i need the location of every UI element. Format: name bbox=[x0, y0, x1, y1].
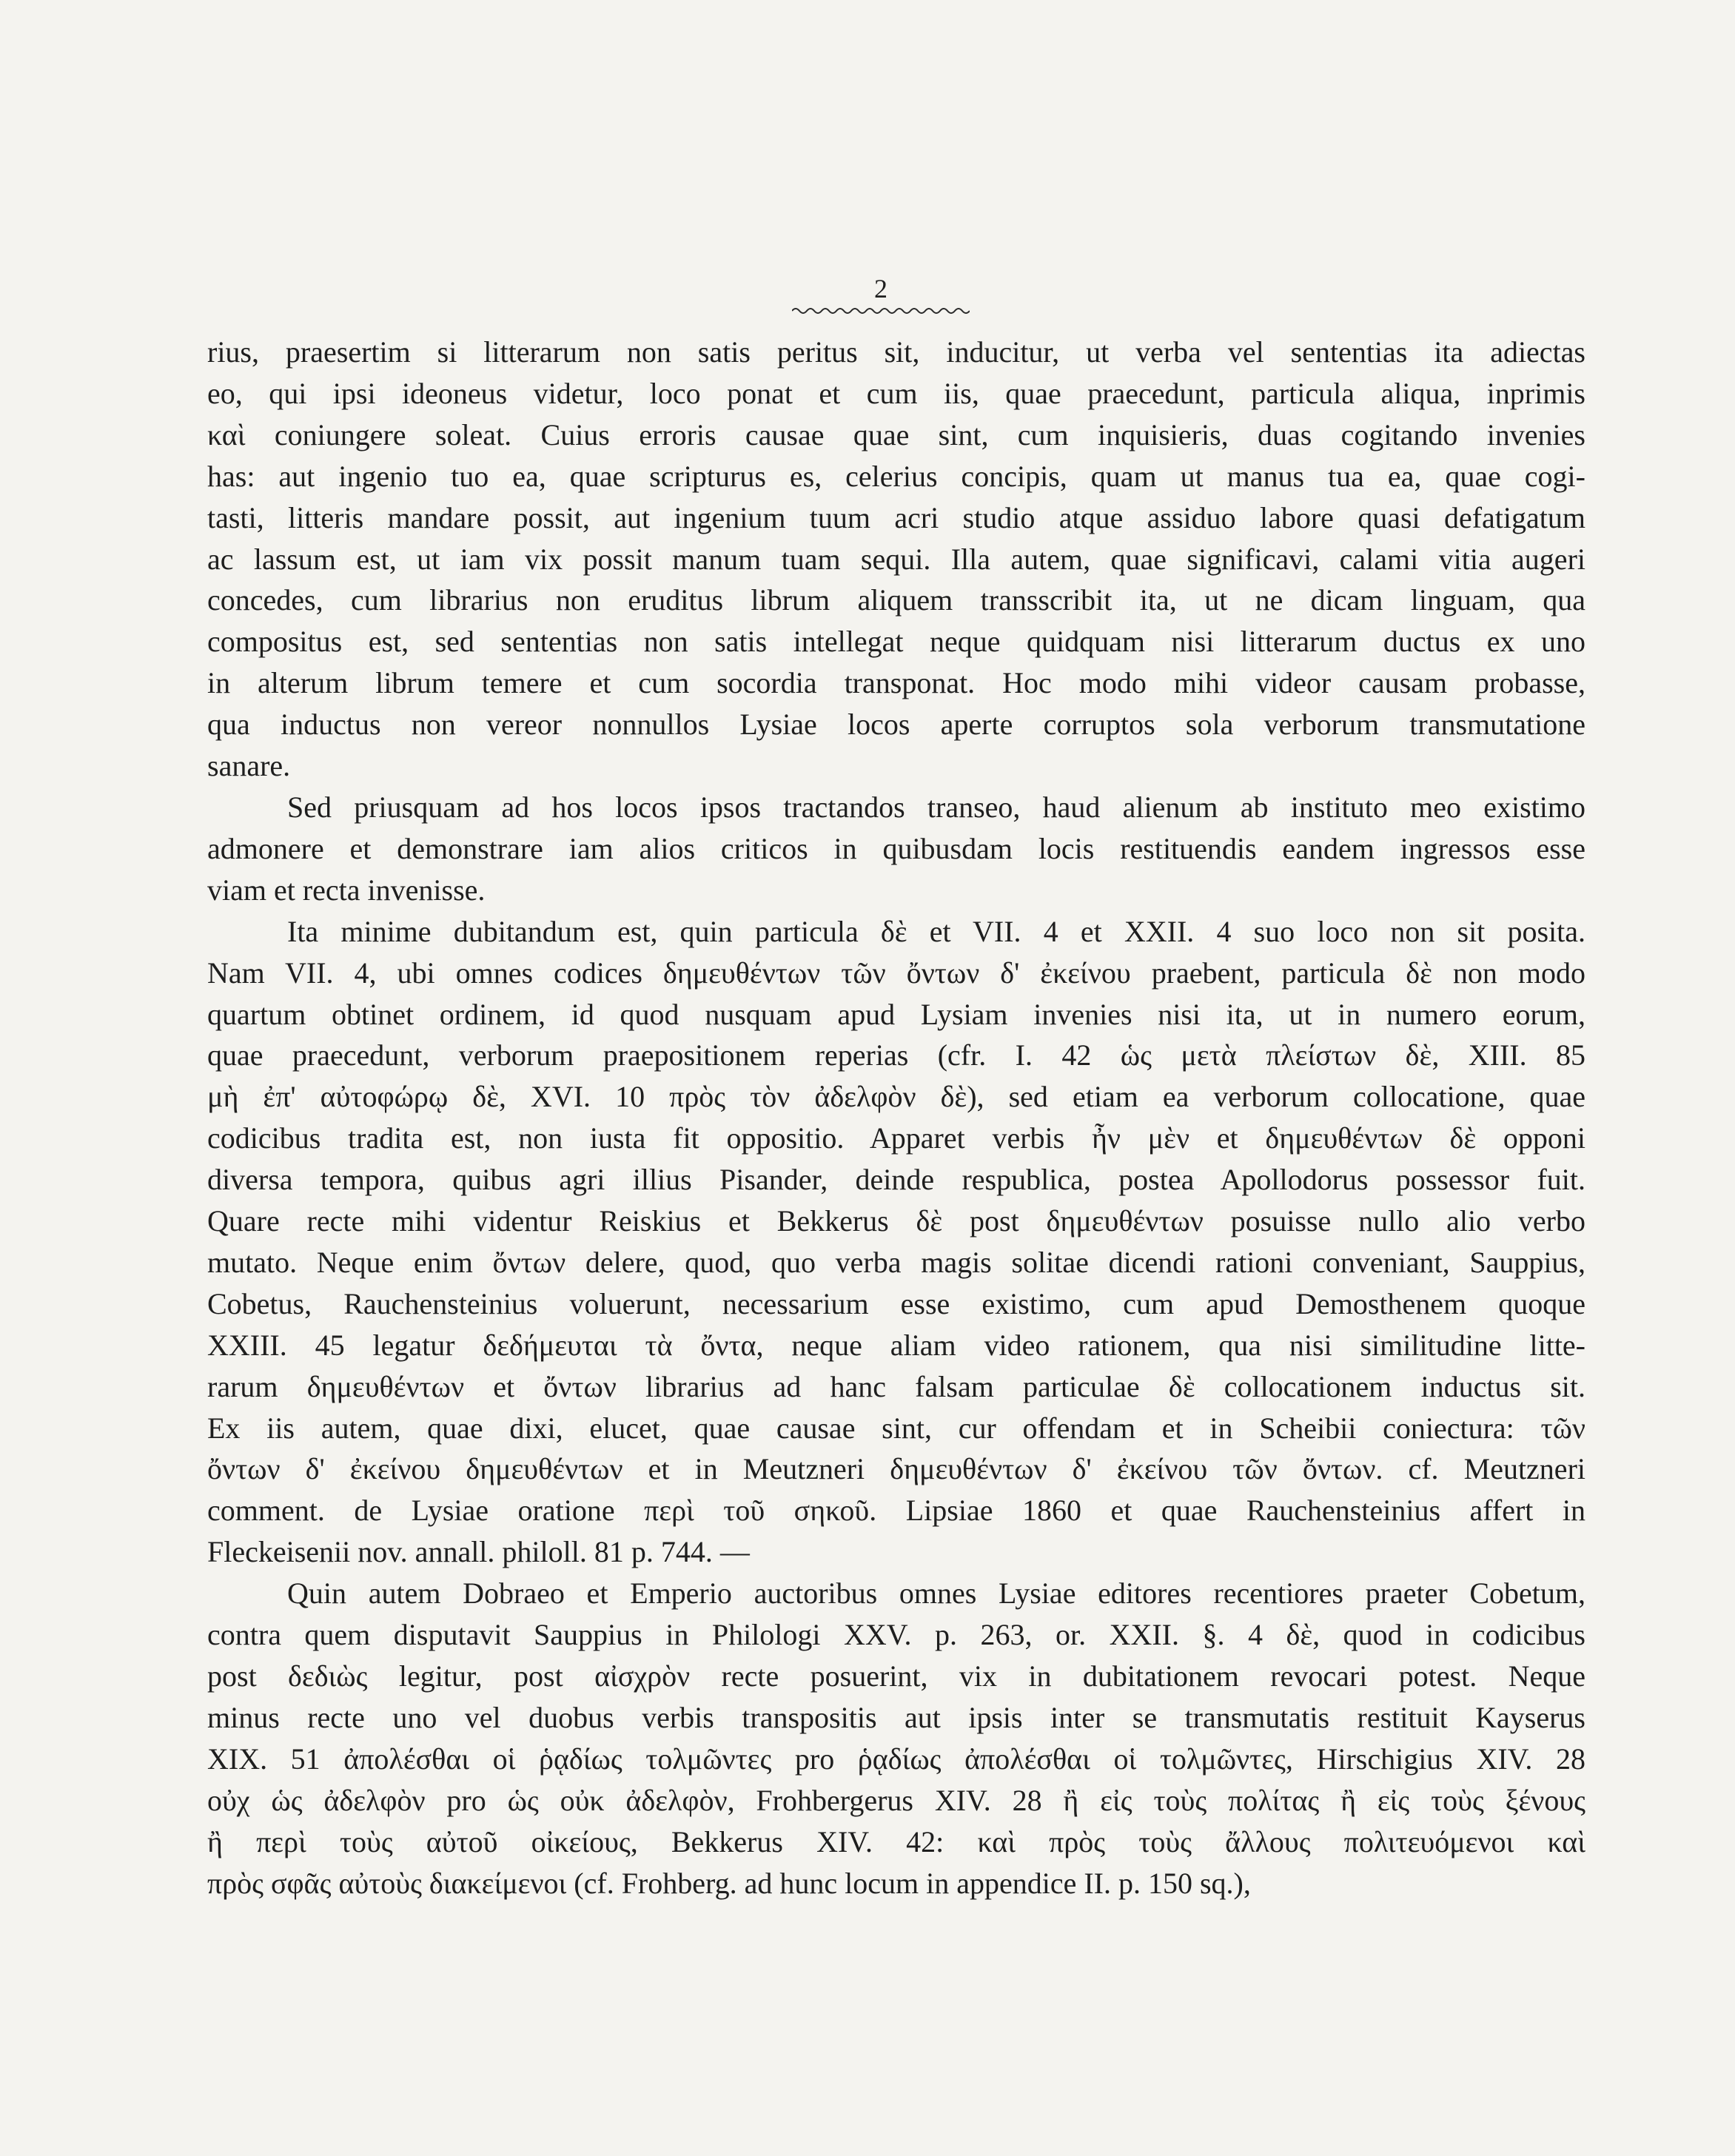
text-line: XXIII. 45 legatur δεδήμευται τὰ ὄντα, neque aliam video rationem, qua nisi similitudine litte- bbox=[207, 1328, 1585, 1362]
text-line: viam et recta invenisse. bbox=[207, 873, 486, 907]
text-line: post δεδιὼς legitur, post αἰσχρὸν recte posuerint, vix in dubitationem revocari potest. Neque bbox=[207, 1659, 1585, 1693]
text-line: quartum obtinet ordinem, id quod nusquam apud Lysiam invenies nisi ita, ut in numero eorum, bbox=[207, 997, 1585, 1031]
text-line: minus recte uno vel duobus verbis transpositis aut ipsis inter se transmutatis restituit Kayserus bbox=[207, 1700, 1585, 1734]
text-line: compositus est, sed sententias non satis intellegat neque quidquam nisi litterarum ductus ex uno bbox=[207, 625, 1585, 659]
text-line: contra quem disputavit Sauppius in Philologi XXV. p. 263, or. XXII. §. 4 δὲ, quod in codicibus bbox=[207, 1618, 1585, 1652]
page-number: 2 bbox=[874, 274, 887, 303]
text-line: καὶ coniungere soleat. Cuius erroris causae quae sint, cum inquisieris, duas cogitando invenies bbox=[207, 417, 1585, 451]
text-line: codicibus tradita est, non iusta fit oppositio. Apparet verbis ἦν μὲν et δημευθέντων δὲ opponi bbox=[207, 1121, 1585, 1155]
text-line: mutato. Neque enim ὄντων delere, quod, quo verba magis solitae dicendi rationi conveniant, Sauppius, bbox=[207, 1245, 1585, 1279]
text-line: ἢ περὶ τοὺς αὐτοῦ οἰκείους, Bekkerus XIV. 42: καὶ πρὸς τοὺς ἄλλους πολιτευόμενοι καὶ bbox=[207, 1824, 1585, 1858]
text-line: Quare recte mihi videntur Reiskius et Bekkerus δὲ post δημευθέντων posuisse nullo alio verbo bbox=[207, 1204, 1585, 1238]
text-line: eo, qui ipsi ideoneus videtur, loco ponat et cum iis, quae praecedunt, particula aliqua, inprimis bbox=[207, 376, 1585, 410]
text-line: diversa tempora, quibus agri illius Pisander, deinde respublica, postea Apollodorus possessor fuit. bbox=[207, 1163, 1585, 1197]
text-line: qua inductus non vereor nonnullos Lysiae locos aperte corruptos sola verborum transmutatione bbox=[207, 708, 1585, 742]
text-line: sanare. bbox=[207, 749, 291, 783]
text-line: quae praecedunt, verborum praepositionem reperias (cfr. I. 42 ὡς μετὰ πλείστων δὲ, XIII. 85 bbox=[207, 1038, 1585, 1072]
body-text bbox=[207, 332, 1585, 1904]
text-line: Ita minime dubitandum est, quin particula δὲ et VII. 4 et XXII. 4 suo loco non sit posita. bbox=[287, 914, 1585, 948]
text-line: ὄντων δ' ἐκείνου δημευθέντων et in Meutzneri δημευθέντων δ' ἐκείνου τῶν ὄντων. cf. Meutzneri bbox=[207, 1452, 1585, 1486]
text-line: admonere et demonstrare iam alios criticos in quibusdam locis restituendis eandem ingressos esse bbox=[207, 831, 1585, 865]
page-number-ornament bbox=[792, 305, 970, 317]
text-line: rarum δημευθέντων et ὄντων librarius ad hanc falsam particulae δὲ collocationem inductus sit. bbox=[207, 1369, 1585, 1403]
text-line: has: aut ingenio tuo ea, quae scripturus es, celerius concipis, quam ut manus tua ea, quae cogi- bbox=[207, 459, 1585, 493]
text-line: tasti, litteris mandare possit, aut ingenium tuum acri studio atque assiduo labore quasi defatigatum bbox=[207, 500, 1585, 534]
text-line: Sed priusquam ad hos locos ipsos tractandos transeo, haud alienum ab instituto meo existimo bbox=[287, 790, 1585, 824]
text-line: Ex iis autem, quae dixi, elucet, quae causae sint, cur offendam et in Scheibii coniectura: τῶν bbox=[207, 1411, 1585, 1445]
text-line: Nam VII. 4, ubi omnes codices δημευθέντων τῶν ὄντων δ' ἐκείνου praebent, particula δὲ non modo bbox=[207, 956, 1585, 990]
text-line: οὐχ ὡς ἀδελφὸν pro ὡς οὐκ ἀδελφὸν, Frohbergerus XIV. 28 ἢ εἰς τοὺς πολίτας ἢ εἰς τοὺς ξένους bbox=[207, 1783, 1585, 1817]
text-line: XIX. 51 ἀπολέσθαι οἱ ῥᾳδίως τολμῶντες pro ῥᾳδίως ἀπολέσθαι οἱ τολμῶντες, Hirschigius XIV. 28 bbox=[207, 1742, 1585, 1776]
text-line: Fleckeisenii nov. annall. philoll. 81 p. 744. — bbox=[207, 1535, 750, 1569]
text-line: comment. de Lysiae oratione περὶ τοῦ σηκοῦ. Lipsiae 1860 et quae Rauchensteinius affert in bbox=[207, 1494, 1585, 1528]
text-line: concedes, cum librarius non eruditus librum aliquem transscribit ita, ut ne dicam linguam, qua bbox=[207, 583, 1585, 617]
text-line: Cobetus, Rauchensteinius voluerunt, necessarium esse existimo, cum apud Demosthenem quoque bbox=[207, 1286, 1585, 1320]
text-line: μὴ ἐπ' αὐτοφώρῳ δὲ, XVI. 10 πρὸς τὸν ἀδελφὸν δὲ), sed etiam ea verborum collocatione, quae bbox=[207, 1080, 1585, 1114]
text-line: in alterum librum temere et cum socordia transponat. Hoc modo mihi videor causam probasse, bbox=[207, 666, 1585, 700]
text-line: rius, praesertim si litterarum non satis peritus sit, inducitur, ut verba vel sententias ita adiectas bbox=[207, 335, 1585, 369]
text-line: πρὸς σφᾶς αὐτοὺς διακείμενοι (cf. Frohberg. ad hunc locum in appendice II. p. 150 sq.), bbox=[207, 1866, 1251, 1900]
text-line: ac lassum est, ut iam vix possit manum tuam sequi. Illa autem, quae significavi, calami vitia augeri bbox=[207, 542, 1585, 576]
text-line: Quin autem Dobraeo et Emperio auctoribus omnes Lysiae editores recentiores praeter Cobetum, bbox=[287, 1576, 1585, 1611]
